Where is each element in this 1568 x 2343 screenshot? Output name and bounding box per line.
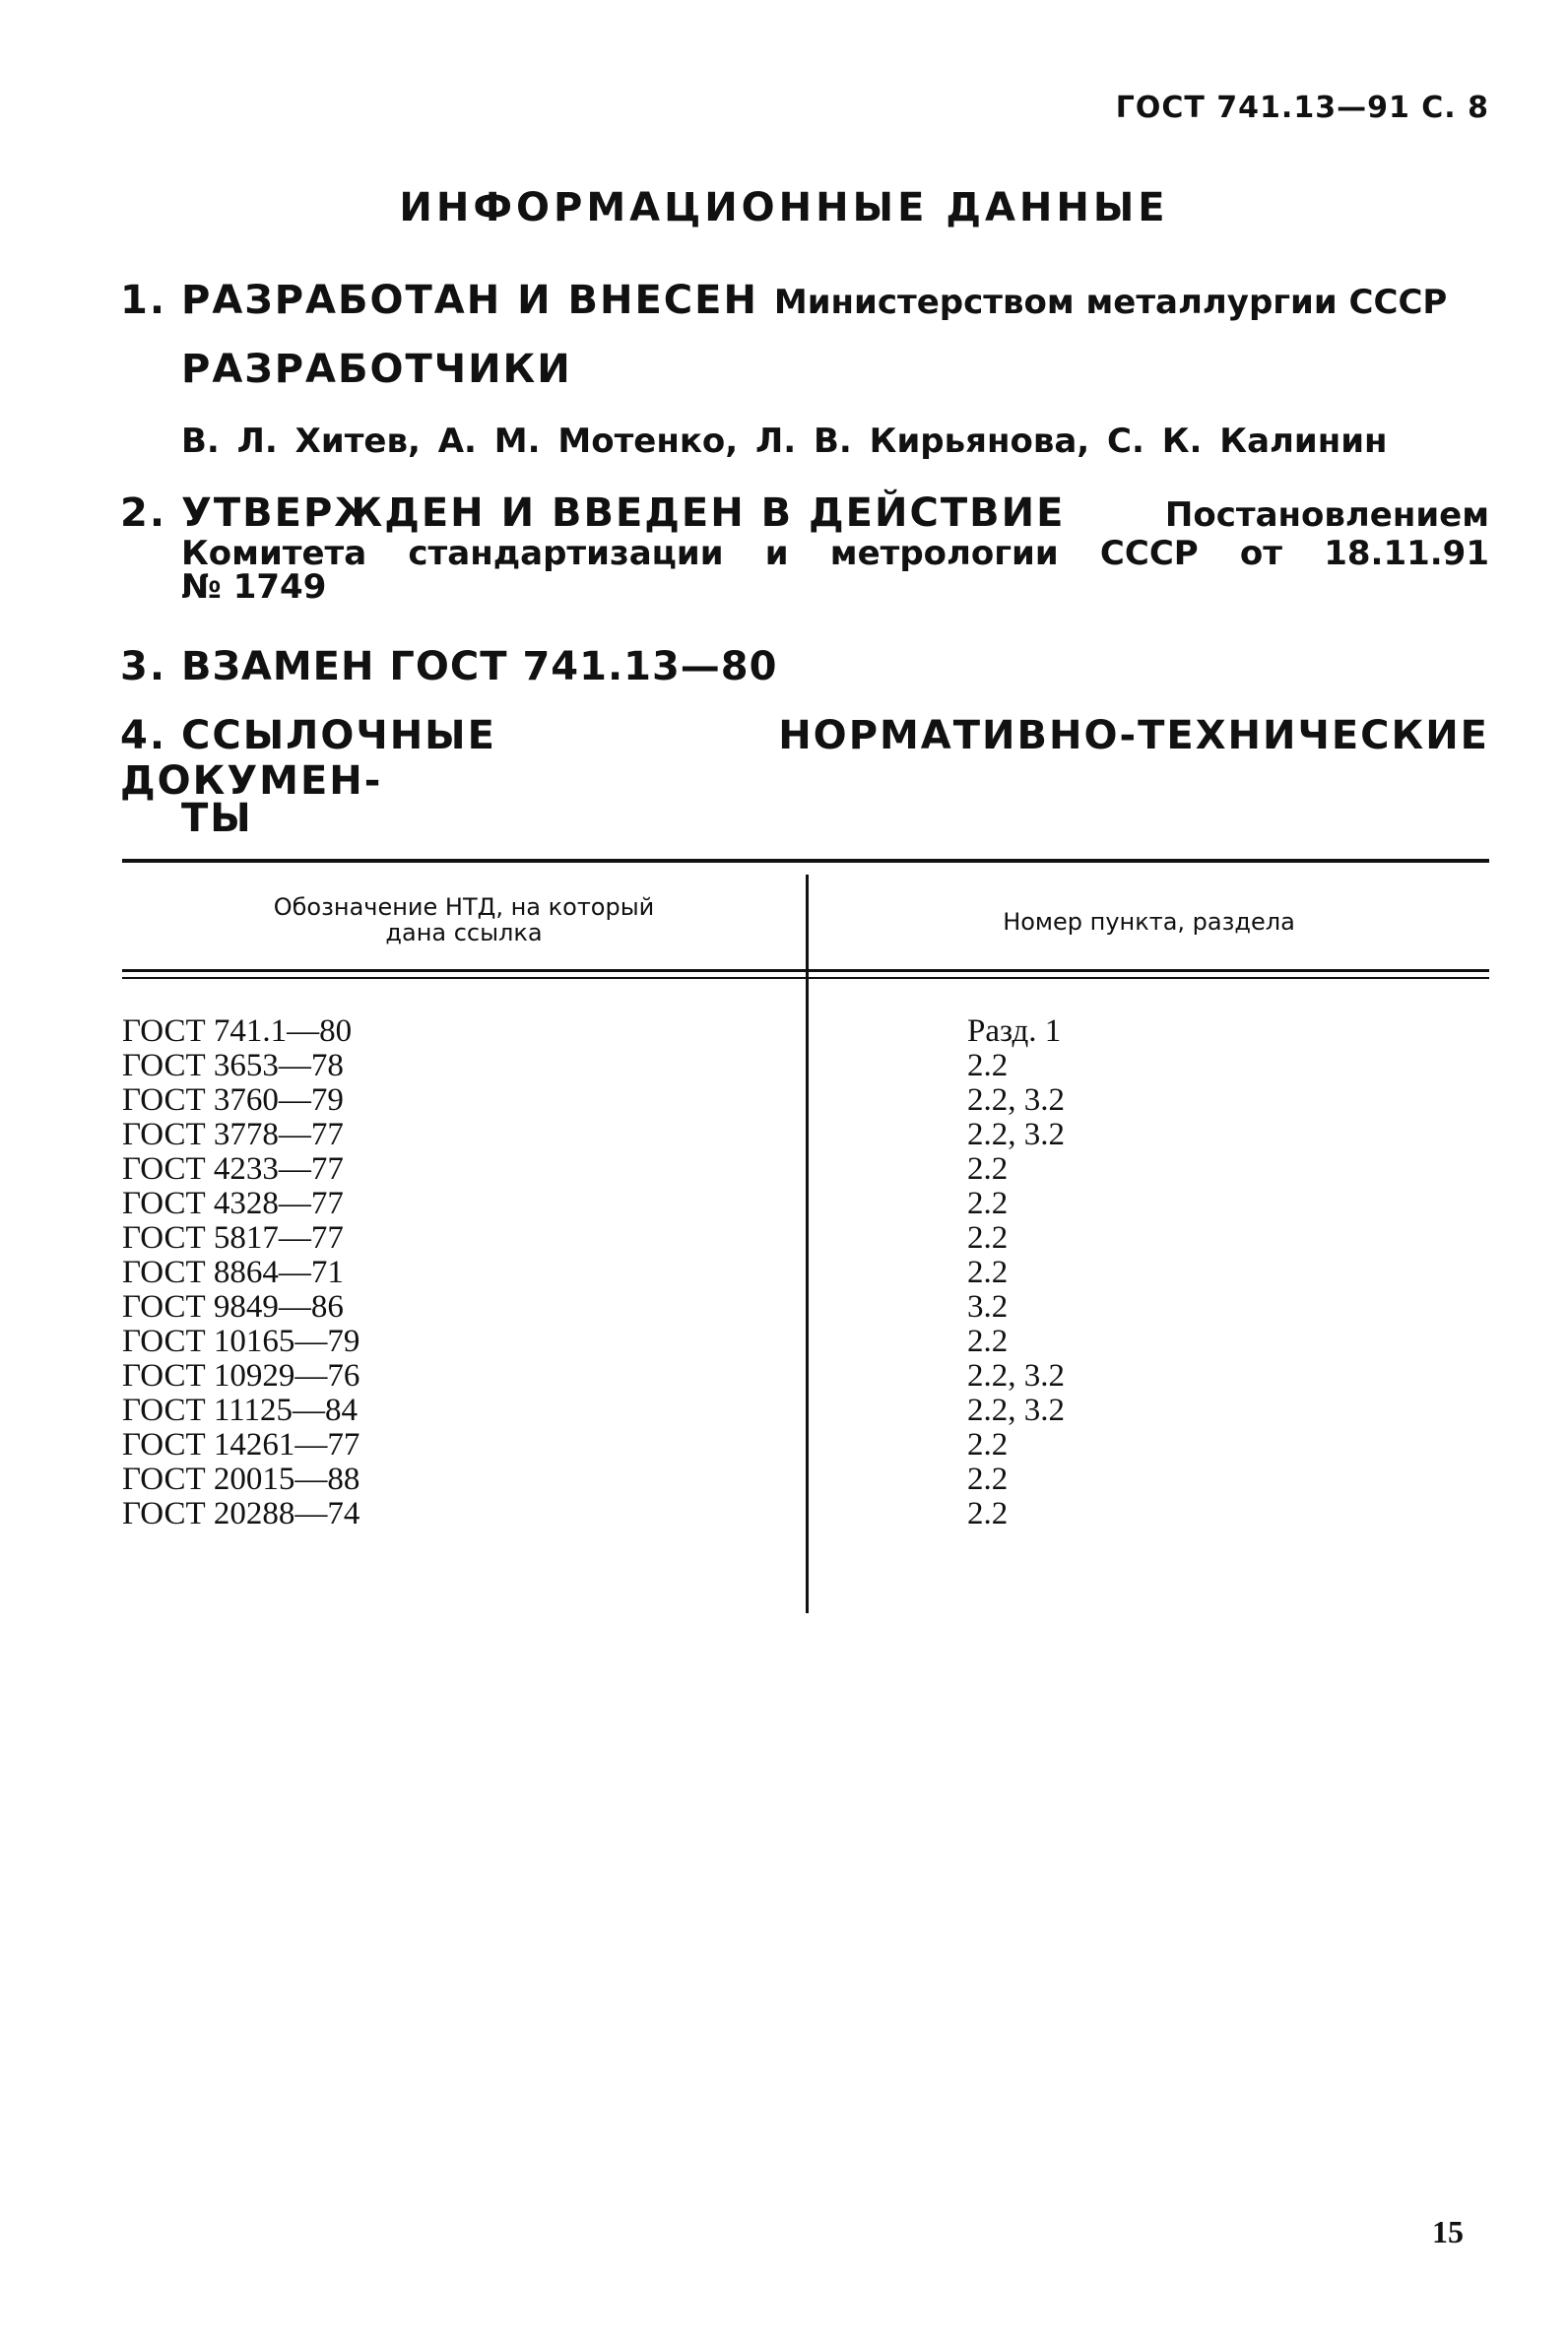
section-2-line-1 [120, 490, 1489, 536]
table-cell-clause: 2.2 [967, 1220, 1009, 1256]
table-header-clause: Номер пункта, раздела [1003, 908, 1295, 936]
section-2-line-3: № 1749 [181, 567, 327, 607]
section-4-number: 4. [120, 713, 167, 758]
table-cell-reference: ГОСТ 4328—77 [122, 1186, 344, 1221]
table-cell-reference: ГОСТ 10165—79 [122, 1324, 360, 1359]
section-1-heading: РАЗРАБОТАН И ВНЕСЕН [181, 278, 758, 323]
section-3-number: 3. [120, 644, 167, 689]
table-cell-clause: 2.2 [967, 1186, 1009, 1221]
table-cell-reference: ГОСТ 11125—84 [122, 1393, 358, 1428]
table-cell-reference: ГОСТ 9849—86 [122, 1289, 344, 1325]
table-cell-reference: ГОСТ 20288—74 [122, 1496, 360, 1531]
section-2-line-2: Комитета стандартизации и метрологии СССР от 18.11.91 [181, 534, 1489, 573]
table-cell-reference: ГОСТ 20015—88 [122, 1462, 360, 1497]
table-row [122, 1049, 1489, 1083]
section-3 [120, 644, 1489, 689]
table-row [122, 1014, 1489, 1049]
table-row [122, 1325, 1489, 1359]
table-cell-clause: 2.2 [967, 1255, 1009, 1290]
table-header-designation-line-2: дана ссылка [385, 919, 543, 946]
table-cell-reference: ГОСТ 741.1—80 [122, 1013, 353, 1049]
table-row [122, 1083, 1489, 1118]
section-2-number: 2. [120, 490, 167, 536]
table-cell-clause: 2.2, 3.2 [967, 1393, 1065, 1428]
section-3-heading: ВЗАМЕН ГОСТ 741.13—80 [181, 644, 778, 689]
table-row [122, 1359, 1489, 1394]
table-cell-clause: 2.2 [967, 1496, 1009, 1531]
reference-table [122, 859, 1489, 1617]
document-title: ИНФОРМАЦИОННЫЕ ДАННЫЕ [399, 185, 1169, 230]
developers-heading: РАЗРАБОТЧИКИ [181, 347, 572, 392]
table-cell-clause: 2.2 [967, 1048, 1009, 1083]
section-4-line-2: ТЫ [181, 796, 253, 841]
table-cell-reference: ГОСТ 3653—78 [122, 1048, 344, 1083]
table-cell-clause: Разд. 1 [967, 1013, 1062, 1049]
section-4-line-1 [120, 713, 1489, 804]
page-number: 15 [1432, 2214, 1464, 2249]
page-header-code: ГОСТ 741.13—91 С. 8 [1115, 91, 1489, 125]
table-header-designation [122, 894, 806, 945]
table-cell-reference: ГОСТ 3760—79 [122, 1082, 344, 1118]
table-cell-clause: 2.2, 3.2 [967, 1082, 1065, 1118]
table-cell-clause: 2.2, 3.2 [967, 1358, 1065, 1394]
table-cell-reference: ГОСТ 14261—77 [122, 1427, 360, 1463]
table-cell-reference: ГОСТ 5817—77 [122, 1220, 344, 1256]
table-row [122, 1152, 1489, 1187]
table-row [122, 1463, 1489, 1497]
table-top-rule [122, 859, 1489, 863]
table-row [122, 1428, 1489, 1463]
table-cell-clause: 3.2 [967, 1289, 1009, 1325]
table-row [122, 1187, 1489, 1221]
table-header-designation-line-1: Обозначение НТД, на который [273, 893, 655, 921]
section-1-number: 1. [120, 278, 167, 323]
table-cell-reference: ГОСТ 10929—76 [122, 1358, 360, 1394]
table-cell-clause: 2.2, 3.2 [967, 1117, 1065, 1152]
table-cell-clause: 2.2 [967, 1462, 1009, 1497]
table-cell-clause: 2.2 [967, 1427, 1009, 1463]
table-row [122, 1394, 1489, 1428]
table-row [122, 1290, 1489, 1325]
table-body [122, 1014, 1489, 1531]
section-2 [120, 490, 1489, 607]
section-4 [120, 713, 1489, 841]
table-cell-clause: 2.2 [967, 1324, 1009, 1359]
table-row [122, 1497, 1489, 1531]
table-row [122, 1256, 1489, 1290]
table-cell-clause: 2.2 [967, 1151, 1009, 1187]
section-4-heading-1: ССЫЛОЧНЫЕ НОРМАТИВНО-ТЕХНИЧЕСКИЕ ДОКУМЕН- [120, 713, 1489, 804]
table-row [122, 1118, 1489, 1152]
table-cell-reference: ГОСТ 3778—77 [122, 1117, 344, 1152]
table-row [122, 1221, 1489, 1256]
section-1-line [120, 278, 1489, 323]
section-2-heading: УТВЕРЖДЕН И ВВЕДЕН В ДЕЙСТВИЕ [181, 490, 1066, 536]
section-1 [120, 278, 1489, 323]
table-cell-reference: ГОСТ 4233—77 [122, 1151, 344, 1187]
table-cell-reference: ГОСТ 8864—71 [122, 1255, 344, 1290]
section-1-text: Министерством металлургии СССР [773, 283, 1448, 322]
section-2-text-end: Постановлением [1164, 495, 1489, 535]
developers-list: В. Л. Хитев, А. М. Мотенко, Л. В. Кирьянова, С. К. Калинин [181, 422, 1388, 461]
